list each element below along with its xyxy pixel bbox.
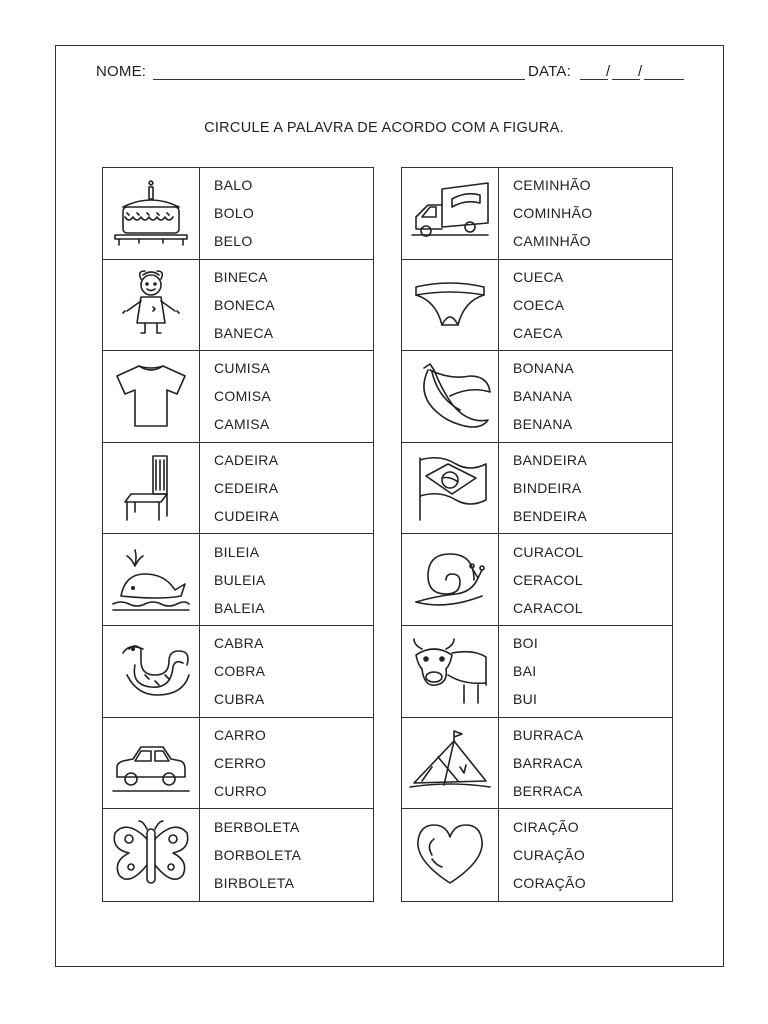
date-separator: /	[638, 63, 643, 80]
word-option[interactable]: CUBRA	[214, 691, 265, 708]
word-option[interactable]: COECA	[513, 296, 565, 313]
word-option[interactable]: BOLO	[214, 205, 255, 222]
word-option[interactable]: BERBOLETA	[214, 818, 300, 835]
word-option[interactable]: COMISA	[214, 388, 272, 405]
date-month-line[interactable]	[612, 79, 640, 80]
word-option[interactable]: CURACOL	[513, 543, 584, 560]
word-option[interactable]: CURRO	[214, 782, 267, 799]
snail-icon	[402, 534, 499, 625]
word-options	[200, 168, 373, 259]
word-option[interactable]: CADEIRA	[214, 452, 279, 469]
word-option[interactable]: CURAÇÃO	[513, 846, 586, 863]
table-row	[103, 534, 373, 626]
table-row	[402, 168, 672, 260]
word-option[interactable]: CUECA	[513, 268, 564, 285]
table-row	[103, 351, 373, 443]
word-option[interactable]: CORAÇÃO	[513, 874, 586, 891]
table-row	[402, 351, 672, 443]
word-option[interactable]: BINDEIRA	[513, 480, 582, 497]
word-option[interactable]: CEMINHÃO	[513, 177, 591, 194]
table-row	[402, 718, 672, 810]
instruction-text: CIRCULE A PALAVRA DE ACORDO COM A FIGURA.	[204, 120, 564, 136]
word-options	[200, 260, 373, 351]
word-option[interactable]: BORBOLETA	[214, 846, 302, 863]
butterfly-icon	[103, 809, 200, 901]
word-option[interactable]: BENDEIRA	[513, 508, 587, 525]
word-options	[499, 626, 672, 717]
table-row	[402, 443, 672, 535]
shirt-icon	[103, 351, 200, 442]
word-option[interactable]: CUMISA	[214, 360, 271, 377]
word-option[interactable]: CAECA	[513, 324, 563, 341]
right-word-table	[401, 167, 673, 902]
word-option[interactable]: CARRO	[214, 726, 267, 743]
word-option[interactable]: BELO	[214, 233, 253, 250]
word-options	[499, 351, 672, 442]
word-option[interactable]: BANECA	[214, 324, 274, 341]
word-option[interactable]: BIRBOLETA	[214, 874, 295, 891]
word-option[interactable]: CAMINHÃO	[513, 233, 591, 250]
snake-icon	[103, 626, 200, 717]
word-options	[200, 534, 373, 625]
table-row	[103, 260, 373, 352]
word-option[interactable]: BILEIA	[214, 543, 260, 560]
word-option[interactable]: CAMISA	[214, 416, 270, 433]
truck-icon	[402, 168, 499, 259]
word-option[interactable]: BINECA	[214, 268, 268, 285]
word-options	[200, 443, 373, 534]
word-option[interactable]: CEDEIRA	[214, 480, 279, 497]
word-options	[200, 718, 373, 809]
word-option[interactable]: BANANA	[513, 388, 573, 405]
word-option[interactable]: CIRAÇÃO	[513, 818, 579, 835]
underwear-icon	[402, 260, 499, 351]
word-option[interactable]: CERRO	[214, 754, 267, 771]
word-option[interactable]: BAI	[513, 663, 537, 680]
word-options	[200, 351, 373, 442]
table-row	[402, 809, 672, 901]
table-row	[103, 626, 373, 718]
table-row	[103, 809, 373, 901]
word-option[interactable]: BURRACA	[513, 726, 584, 743]
table-row	[103, 443, 373, 535]
word-option[interactable]: CUDEIRA	[214, 508, 280, 525]
banana-icon	[402, 351, 499, 442]
word-options	[499, 443, 672, 534]
word-option[interactable]: BANDEIRA	[513, 452, 587, 469]
word-options	[499, 718, 672, 809]
name-field-line[interactable]	[153, 79, 525, 80]
word-option[interactable]: COMINHÃO	[513, 205, 593, 222]
cake-icon	[103, 168, 200, 259]
date-label: DATA:	[528, 63, 571, 80]
left-word-table	[102, 167, 374, 902]
word-option[interactable]: BONANA	[513, 360, 574, 377]
word-option[interactable]: BARRACA	[513, 754, 583, 771]
word-option[interactable]: CERACOL	[513, 571, 583, 588]
word-options	[499, 534, 672, 625]
worksheet-header	[96, 63, 686, 83]
chair-icon	[103, 443, 200, 534]
date-separator: /	[606, 63, 611, 80]
date-year-line[interactable]	[644, 79, 684, 80]
word-option[interactable]: BUI	[513, 691, 538, 708]
word-option[interactable]: BONECA	[214, 296, 275, 313]
word-option[interactable]: BALEIA	[214, 599, 265, 616]
name-label: NOME:	[96, 63, 147, 80]
word-option[interactable]: BALO	[214, 177, 253, 194]
tent-icon	[402, 718, 499, 809]
word-option[interactable]: COBRA	[214, 663, 266, 680]
word-options	[499, 809, 672, 901]
car-icon	[103, 718, 200, 809]
table-row	[103, 718, 373, 810]
doll-icon	[103, 260, 200, 351]
ox-icon	[402, 626, 499, 717]
table-row	[103, 168, 373, 260]
word-option[interactable]: BOI	[513, 635, 539, 652]
flag-icon	[402, 443, 499, 534]
word-option[interactable]: BULEIA	[214, 571, 266, 588]
heart-icon	[402, 809, 499, 901]
table-row	[402, 626, 672, 718]
word-option[interactable]: BERRACA	[513, 782, 583, 799]
word-option[interactable]: BENANA	[513, 416, 573, 433]
word-options	[499, 168, 672, 259]
word-option[interactable]: CABRA	[214, 635, 264, 652]
date-day-line[interactable]	[580, 79, 608, 80]
word-options	[200, 626, 373, 717]
table-row	[402, 534, 672, 626]
table-row	[402, 260, 672, 352]
word-options	[499, 260, 672, 351]
word-options	[200, 809, 373, 901]
word-option[interactable]: CARACOL	[513, 599, 583, 616]
whale-icon	[103, 534, 200, 625]
